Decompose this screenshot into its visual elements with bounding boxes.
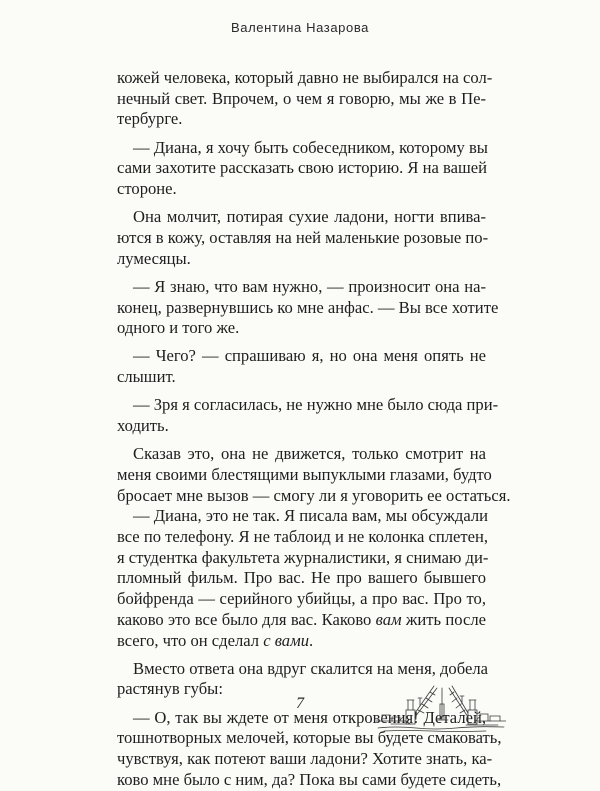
paragraph-2 bbox=[117, 138, 486, 200]
text-line: слышит. bbox=[117, 367, 176, 387]
text-line: Вместо ответа она вдруг скалится на меня, добела bbox=[133, 658, 488, 678]
text-line: — О, так вы ждете от меня откровения! Деталей, bbox=[133, 707, 486, 727]
text-line: стороне. bbox=[117, 179, 177, 199]
paragraph-4 bbox=[117, 276, 499, 339]
drawbridge-sketch-icon bbox=[376, 680, 506, 734]
text-line: — Диана, это не так. Я писала вам, мы обсуждали bbox=[133, 506, 488, 526]
text-line: я студентка факультета журналистики, я снимаю ди- bbox=[117, 547, 489, 567]
text-line: чувствуя, как потеют ваши ладони? Хотите знать, ка- bbox=[117, 749, 493, 769]
text-line: — Чего? — спрашиваю я, но она меня опять не bbox=[133, 346, 486, 366]
text-line: нечный свет. Впрочем, о чем я говорю, мы же в Пе- bbox=[117, 88, 486, 108]
text-line: — Я знаю, что вам нужно, — произносит она на- bbox=[133, 276, 486, 296]
paragraph-3 bbox=[117, 207, 489, 269]
text-line: — Диана, я хочу быть собеседником, которому вы bbox=[133, 137, 488, 157]
paragraph-8 bbox=[117, 506, 489, 651]
text-line: тошнотворных мелочей, которые вы будете смаковать, bbox=[117, 728, 502, 748]
paragraph-1 bbox=[117, 68, 493, 130]
text-line: ходить. bbox=[117, 416, 169, 436]
text-line: кожей человека, который давно не выбирался на сол- bbox=[117, 68, 493, 87]
text-line: пломный фильм. Про вас. Не про вашего бывшего bbox=[117, 568, 486, 588]
text-line: Она молчит, потирая сухие ладони, ногти впива- bbox=[133, 207, 486, 227]
text-line: — Зря я согласилась, не нужно мне было сюда при- bbox=[133, 395, 499, 415]
running-head: Валентина Назарова bbox=[230, 20, 370, 35]
text-line: меня своими блестящими выпуклыми глазами, будто bbox=[117, 464, 492, 484]
paragraph-6 bbox=[117, 395, 499, 436]
text-line: тербурге. bbox=[117, 109, 183, 129]
paragraph-5 bbox=[117, 346, 486, 387]
text-line: бойфренда — серийного убийцы, а про вас. Про то, bbox=[117, 589, 486, 609]
text-line: каково это все было для вас. Каково вам жить после bbox=[117, 609, 486, 629]
text-line: всего, что он сделал с вами. bbox=[117, 630, 314, 650]
text-line: сами захотите рассказать свою историю. Я на вашей bbox=[117, 158, 488, 178]
paragraph-7 bbox=[117, 444, 511, 506]
text-line: лумесяцы. bbox=[117, 248, 191, 268]
text-line: все по телефону. Я не таблоид и не колонка сплетен, bbox=[117, 527, 489, 547]
text-line: конец, развернувшись ко мне анфас. — Вы все хотите bbox=[117, 297, 499, 317]
text-line: одного и того же. bbox=[117, 318, 240, 338]
text-line: Сказав это, она не движется, только смотрит на bbox=[133, 444, 486, 464]
page-number: 7 bbox=[296, 695, 304, 712]
text-line: растянув губы: bbox=[117, 679, 223, 699]
text-line: бросает мне вызов — смогу ли я уговорить ее остаться. bbox=[117, 485, 511, 505]
text-line: ются в кожу, оставляя на ней маленькие розовые по- bbox=[117, 227, 489, 247]
text-line: ково мне было с ним, да? Пока вы сами будете сидеть, bbox=[117, 769, 502, 789]
